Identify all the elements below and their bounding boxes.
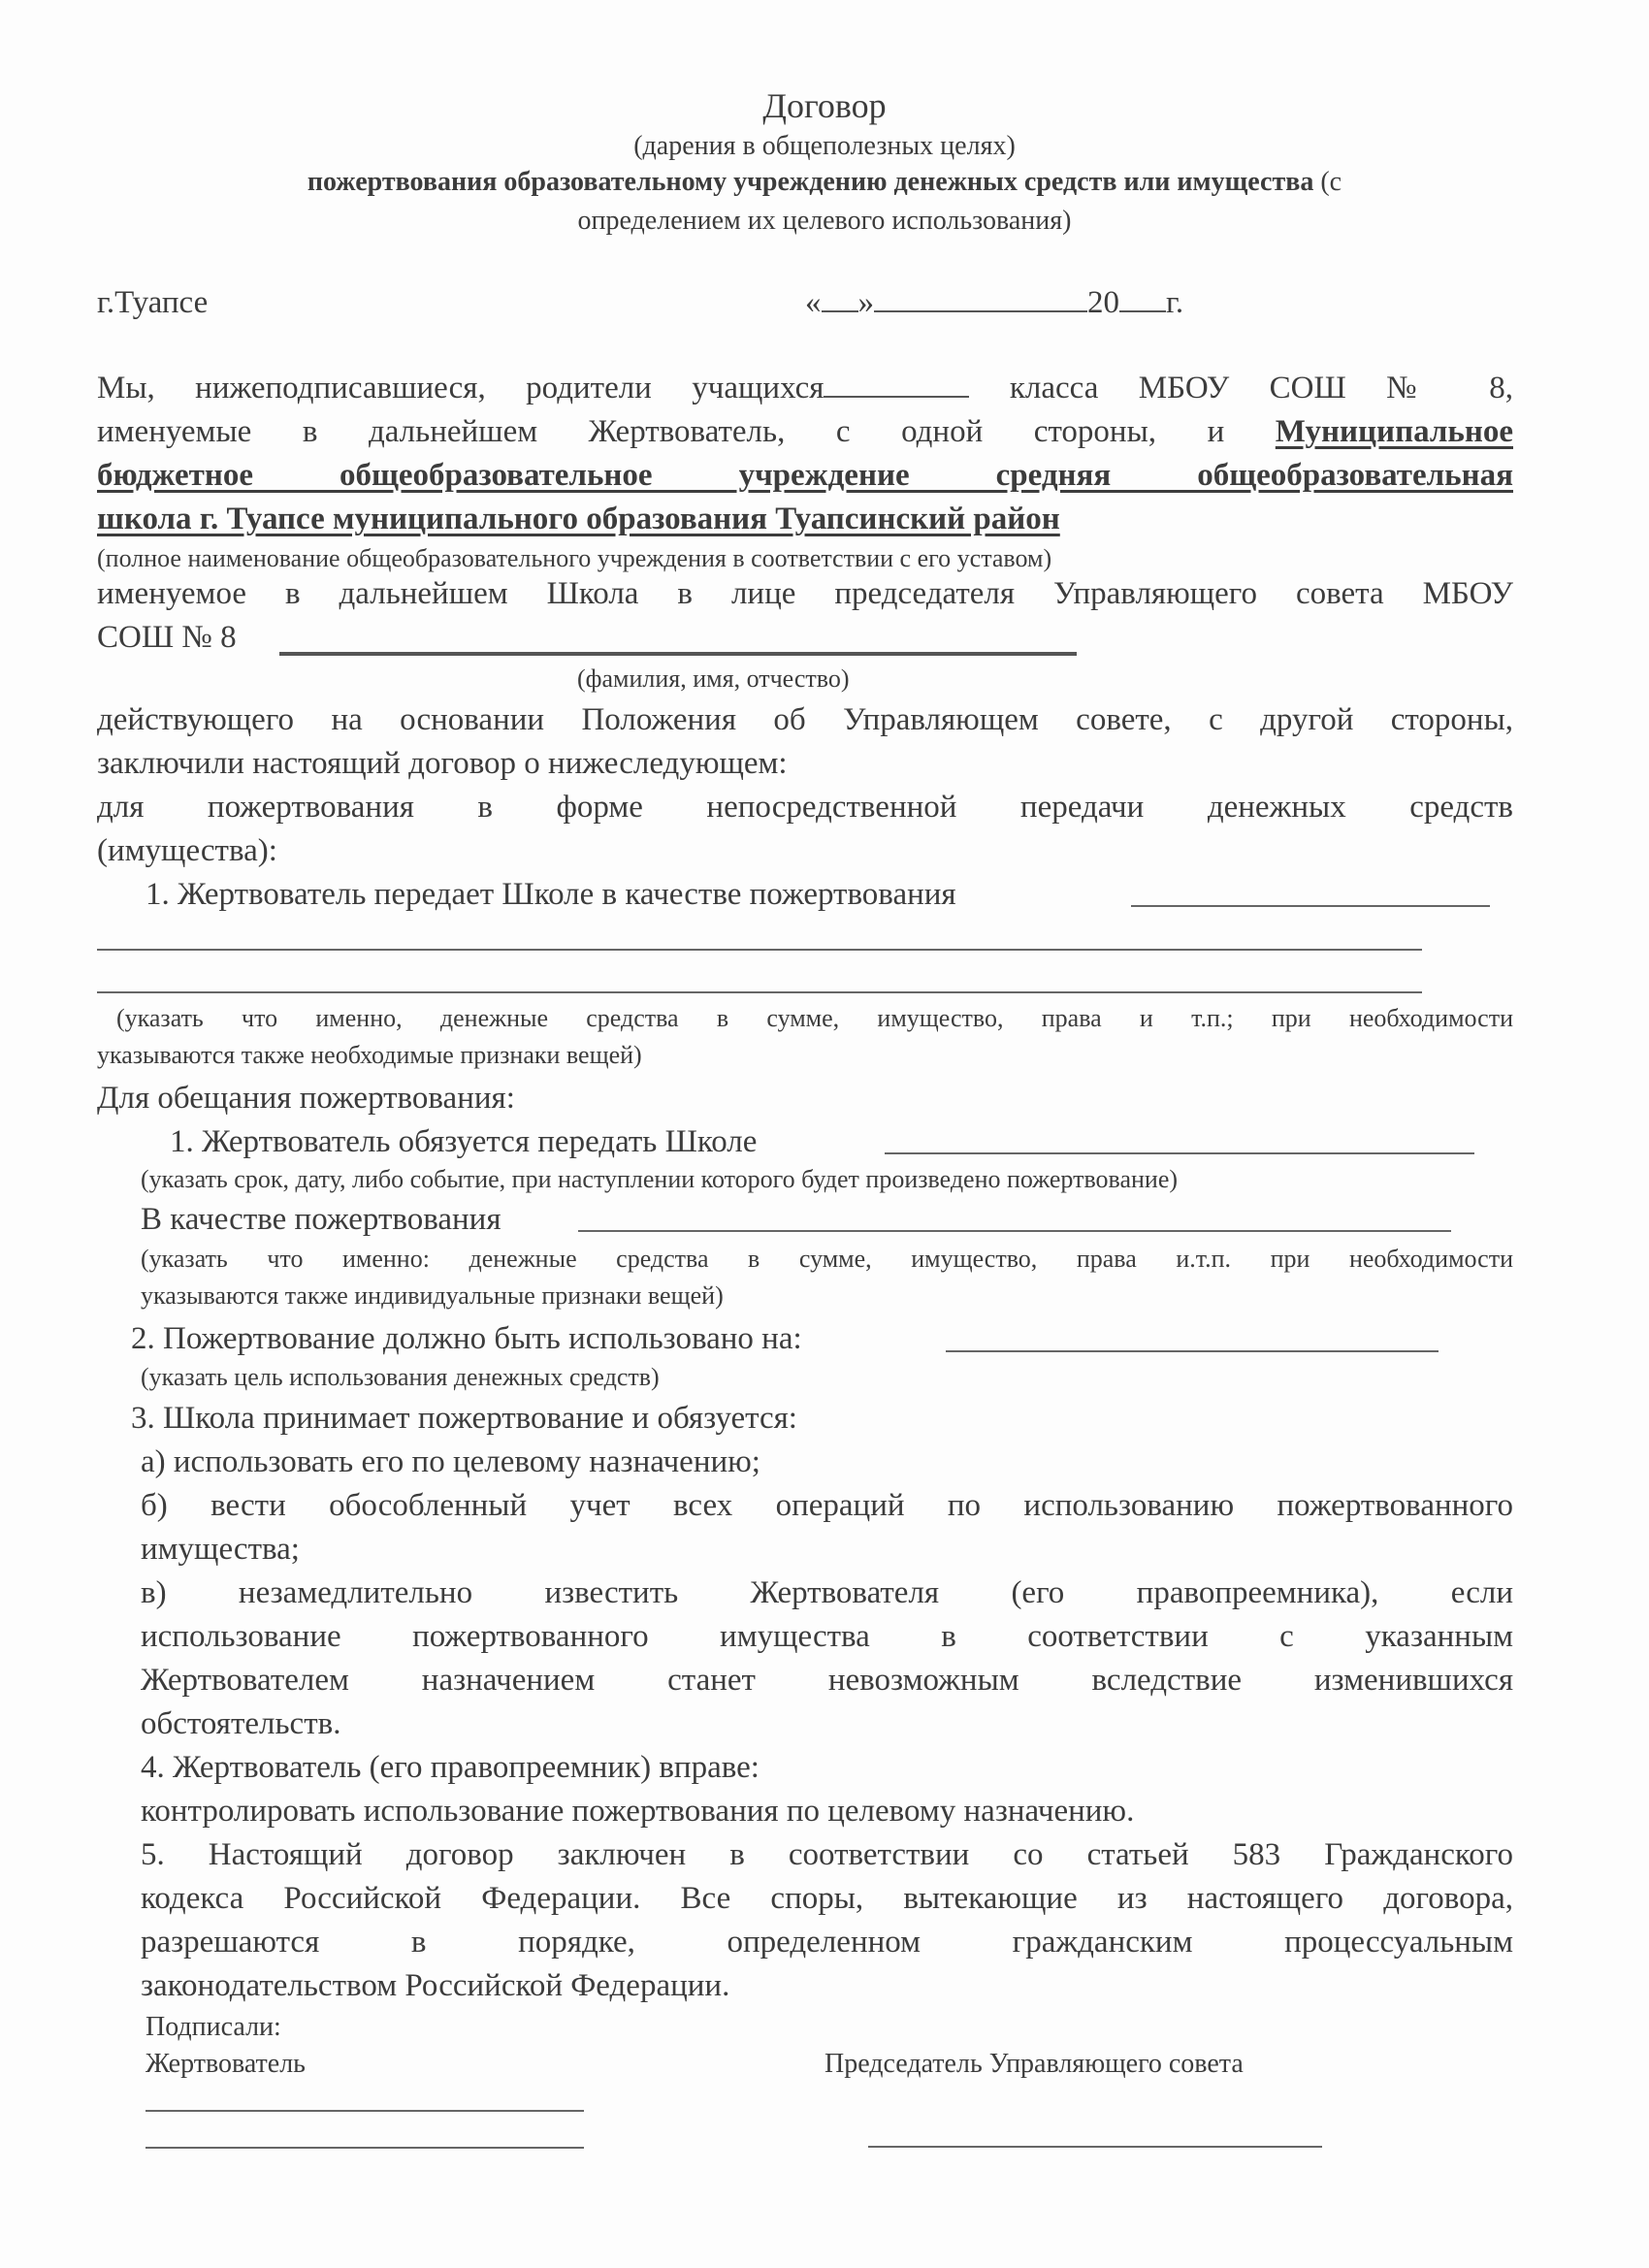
promise-item-5-3: разрешаются в порядке, определенном гражданским процессуальным xyxy=(141,1925,1513,1960)
preamble-text: СОШ № 8 xyxy=(97,620,237,655)
chair-name-blank[interactable] xyxy=(279,652,1077,656)
promise-donation-blank[interactable] xyxy=(578,1230,1451,1232)
donation-blank-2[interactable] xyxy=(97,949,1422,951)
promise-item-2: 2. Пожертвование должно быть использовано на: xyxy=(131,1321,802,1356)
bold-subtitle-tail: (с xyxy=(1313,167,1342,197)
donor-label: Жертвователь xyxy=(146,2049,306,2079)
year-suffix: г. xyxy=(1166,285,1184,320)
promise-item-3c-1: в) незамедлительно известить Жертвователя (его правопреемника), если xyxy=(141,1575,1513,1610)
direct-item-1 xyxy=(146,873,1504,917)
document-subtitle-2: определением их целевого использования) xyxy=(577,206,1072,236)
promise-item-4: 4. Жертвователь (его правопреемник) вправе: xyxy=(141,1750,760,1785)
promise-item-3c-4: обстоятельств. xyxy=(141,1706,341,1741)
preamble-line-10: (имущества): xyxy=(97,833,277,868)
donation-blank-1[interactable] xyxy=(1131,905,1490,907)
city: г.Туапсе xyxy=(97,285,209,320)
document-subtitle: (дарения в общеполезных целях) xyxy=(633,131,1016,161)
promise-item-5-1: 5. Настоящий договор заключен в соответствии со статьей 583 Гражданского xyxy=(141,1837,1513,1872)
promise-item-3c-2: использование пожертвованного имущества в соответствии с указанным xyxy=(141,1619,1513,1654)
month-blank[interactable] xyxy=(874,281,1087,312)
direct-note-2: указываются также необходимые признаки вещей) xyxy=(97,1041,642,1069)
donor-signature-blank-1[interactable] xyxy=(146,2110,584,2112)
promise-note-3: (указать цель использования денежных средств) xyxy=(141,1363,660,1391)
chair-signature-blank[interactable] xyxy=(868,2146,1322,2148)
preamble-line-7: действующего на основании Положения об Управляющем совете, с другой стороны, xyxy=(97,702,1513,737)
document-bold-subtitle xyxy=(0,167,1649,198)
promise-item-3: 3. Школа принимает пожертвование и обязуется: xyxy=(131,1401,797,1436)
preamble-line-5: именуемое в дальнейшем Школа в лице председателя Управляющего совета МБОУ xyxy=(97,576,1513,611)
promise-item-4-text: контролировать использование пожертвования по целевому назначению. xyxy=(141,1794,1135,1829)
promise-heading: Для обещания пожертвования: xyxy=(97,1081,515,1116)
promise-as-donation: В качестве пожертвования xyxy=(141,1202,501,1237)
preamble-line-8: заключили настоящий договор о нижеследующем: xyxy=(97,746,788,781)
promise-item-5-4: законодательством Российской Федерации. xyxy=(141,1968,730,2003)
note-fio: (фамилия, имя, отчество) xyxy=(577,664,850,693)
school-name-line-2: школа г. Туапсе муниципального образования Туапсинский район xyxy=(97,502,1060,536)
preamble-line-2 xyxy=(97,410,1513,454)
open-quote: « xyxy=(805,285,822,320)
preamble-text: именуемые в дальнейшем Жертвователь, с одной стороны, и xyxy=(97,414,1276,449)
day-blank[interactable] xyxy=(822,281,858,312)
document-title: Договор xyxy=(762,86,887,125)
promise-item-3a: а) использовать его по целевому назначению; xyxy=(141,1444,760,1479)
direct-item-text: 1. Жертвователь передает Школе в качестве пожертвования xyxy=(146,877,956,912)
school-name-line-1: бюджетное общеобразовательное учреждение средняя общеобразовательная xyxy=(97,458,1513,493)
year-blank[interactable] xyxy=(1119,281,1166,312)
promise-note-2b: указываются также индивидуальные признаки вещей) xyxy=(141,1281,724,1310)
preamble-line-9: для пожертвования в форме непосредственной передачи денежных средств xyxy=(97,790,1513,825)
promise-item-1: 1. Жертвователь обязуется передать Школе xyxy=(170,1124,758,1159)
date-field xyxy=(805,281,1387,325)
purpose-blank[interactable] xyxy=(946,1350,1439,1352)
promise-item-3b-2: имущества; xyxy=(141,1532,300,1567)
direct-note-1: (указать что именно, денежные средства в сумме, имущество, права и т.п.; при необходимости xyxy=(116,1004,1513,1032)
class-blank[interactable] xyxy=(824,367,969,398)
signed-label: Подписали: xyxy=(146,2012,281,2042)
bold-subtitle-text: пожертвования образовательному учреждению денежных средств или имущества xyxy=(307,167,1314,197)
donation-blank-3[interactable] xyxy=(97,991,1422,993)
promise-note-1: (указать срок, дату, либо событие, при наступлении которого будет произведено пожертвование) xyxy=(141,1165,1179,1193)
chair-label: Председатель Управляющего совета xyxy=(824,2049,1244,2079)
year-prefix: 20 xyxy=(1087,285,1119,320)
school-name-start: Муниципальное xyxy=(1275,414,1513,449)
promise-note-2a: (указать что именно: денежные средства в сумме, имущество, права и.т.п. при необходимости xyxy=(141,1245,1513,1273)
close-quote: » xyxy=(857,285,874,320)
promise-item-5-2: кодекса Российской Федерации. Все споры, вытекающие из настоящего договора, xyxy=(141,1881,1513,1916)
promise-item-3b-1: б) вести обособленный учет всех операций по использованию пожертвованного xyxy=(141,1488,1513,1523)
donor-signature-blank-2[interactable] xyxy=(146,2147,584,2149)
preamble-text: класса МБОУ СОШ № 8, xyxy=(1009,371,1513,405)
promise-item-3c-3: Жертвователем назначением станет невозможным вследствие изменившихся xyxy=(141,1663,1513,1698)
promise-date-blank[interactable] xyxy=(885,1152,1474,1154)
preamble-text: Мы, нижеподписавшиеся, родители учащихся xyxy=(97,371,824,405)
preamble-line-1 xyxy=(97,367,1513,410)
note-full-name: (полное наименование общеобразовательного учреждения в соответствии с его уставом) xyxy=(97,544,1052,572)
